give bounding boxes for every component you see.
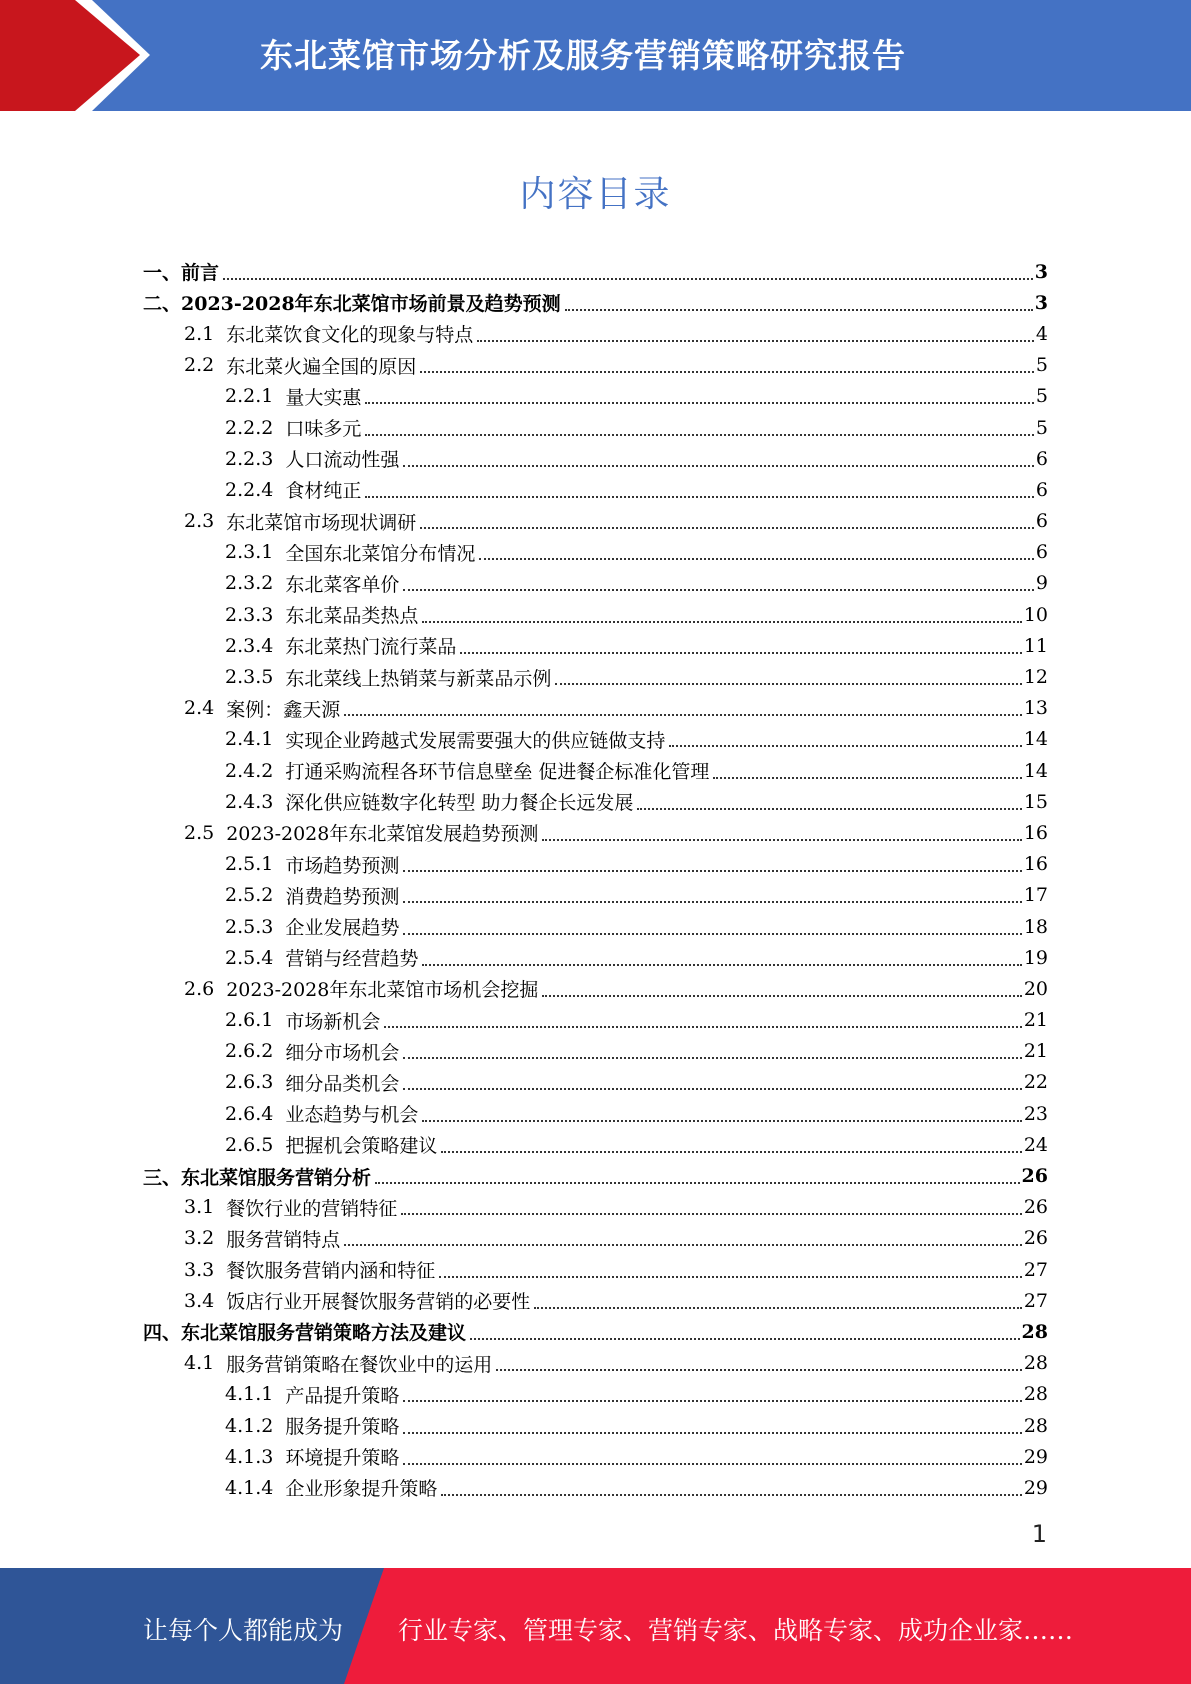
- toc-entry[interactable]: [143, 1129, 1048, 1160]
- toc-entry-page: 22: [1023, 1071, 1048, 1094]
- toc-entry-page: 26: [1021, 1165, 1048, 1188]
- toc-dot-leader: [441, 1151, 1021, 1153]
- toc-entry-title: 深化供应链数字化转型 助力餐企长远发展: [285, 792, 634, 815]
- toc-dot-leader: [439, 1276, 1022, 1278]
- toc-entry[interactable]: [143, 1379, 1048, 1410]
- toc-entry-title: 服务营销特点: [226, 1228, 341, 1251]
- toc-entry-page: 12: [1023, 666, 1048, 689]
- toc-entry[interactable]: [143, 318, 1048, 349]
- toc-entry-title: 2023-2028年东北菜馆发展趋势预测: [226, 823, 539, 846]
- toc-entry[interactable]: [143, 506, 1048, 537]
- toc-entry-page: 3: [1034, 260, 1048, 283]
- toc-entry-page: 21: [1023, 1040, 1048, 1063]
- toc-entry-number: 二、: [143, 293, 182, 316]
- toc-entry-title: 口味多元: [285, 418, 362, 441]
- toc-entry-number: 2.3.4: [225, 634, 274, 657]
- toc-entry-page: 28: [1021, 1320, 1048, 1343]
- toc-entry[interactable]: [143, 599, 1048, 630]
- toc-entry-page: 27: [1023, 1258, 1048, 1281]
- toc-dot-leader: [479, 558, 1034, 560]
- toc-entry-number: 2.6.5: [225, 1133, 274, 1156]
- toc-entry-number: 2.4.3: [225, 790, 274, 813]
- toc-entry-number: 一、: [143, 262, 182, 285]
- toc-entry[interactable]: [143, 1316, 1048, 1347]
- toc-entry-number: 2.3.3: [225, 603, 274, 626]
- toc-entry-title: 服务提升策略: [285, 1416, 400, 1439]
- toc-entry-page: 5: [1035, 416, 1048, 439]
- toc-dot-leader: [403, 589, 1034, 591]
- toc-entry-title: 产品提升策略: [285, 1384, 400, 1407]
- toc-entry-title: 东北菜线上热销菜与新菜品示例: [285, 667, 552, 690]
- toc-entry-title: 餐饮行业的营销特征: [226, 1197, 398, 1220]
- toc-dot-leader: [496, 1369, 1022, 1371]
- footer-slogan-left: 让每个人都能成为: [143, 1616, 344, 1645]
- toc-dot-leader: [460, 652, 1021, 654]
- toc-entry-number: 2.3.1: [225, 541, 274, 564]
- toc-entry-title: 东北菜热门流行菜品: [285, 636, 457, 659]
- toc-entry-number: 4.1.3: [225, 1445, 274, 1468]
- toc-entry-title: 打通采购流程各环节信息壁垒 促进餐企标准化管理: [285, 761, 710, 784]
- toc-entry-title: 环境提升策略: [285, 1447, 400, 1470]
- toc-entry-number: 2.2.4: [225, 478, 274, 501]
- toc-entry[interactable]: [143, 911, 1048, 942]
- footer-banner: [0, 1568, 1191, 1684]
- toc-entry-page: 4: [1035, 322, 1048, 345]
- toc-entry-title: 服务营销策略在餐饮业中的运用: [226, 1353, 493, 1376]
- toc-entry-page: 28: [1023, 1383, 1048, 1406]
- toc-entry[interactable]: [143, 287, 1048, 318]
- toc-entry-number: 2.5.2: [225, 884, 274, 907]
- toc-entry[interactable]: [143, 1036, 1048, 1067]
- toc-entry-page: 27: [1023, 1289, 1048, 1312]
- toc-entry-page: 26: [1023, 1227, 1048, 1250]
- toc-entry[interactable]: [143, 381, 1048, 412]
- toc-entry-number: 3.2: [184, 1227, 215, 1250]
- toc-dot-leader: [637, 808, 1021, 810]
- toc-entry-title: 东北菜馆服务营销策略方法及建议: [181, 1322, 467, 1345]
- toc-entry-title: 量大实惠: [285, 386, 362, 409]
- toc-entry-number: 2.3.5: [225, 666, 274, 689]
- toc-entry[interactable]: [143, 817, 1048, 848]
- toc-entry-number: 2.6.4: [225, 1102, 274, 1125]
- toc-dot-leader: [365, 434, 1034, 436]
- toc-dot-leader: [422, 621, 1021, 623]
- toc-entry-number: 2.4.2: [225, 759, 274, 782]
- toc-entry-page: 19: [1023, 946, 1048, 969]
- toc-entry[interactable]: [143, 1005, 1048, 1036]
- toc-dot-leader: [403, 465, 1034, 467]
- toc-entry-title: 业态趋势与机会: [285, 1104, 419, 1127]
- toc-entry-number: 2.2.3: [225, 447, 274, 470]
- toc-entry-title: 东北菜品类热点: [285, 605, 419, 628]
- toc-entry[interactable]: [143, 693, 1048, 724]
- toc-entry-title: 企业形象提升策略: [285, 1478, 438, 1501]
- toc-entry-number: 2.4.1: [225, 728, 274, 751]
- toc-entry-title: 市场新机会: [285, 1010, 381, 1033]
- toc-entry[interactable]: [143, 973, 1048, 1004]
- toc-entry[interactable]: [143, 1160, 1048, 1191]
- toc-entry-title: 前言: [181, 262, 220, 285]
- toc-entry[interactable]: [143, 474, 1048, 505]
- toc-entry-page: 10: [1023, 603, 1048, 626]
- toc-entry-number: 2.5.1: [225, 853, 274, 876]
- toc-dot-leader: [365, 402, 1034, 404]
- toc-entry[interactable]: [143, 880, 1048, 911]
- toc-entry-page: 5: [1035, 354, 1048, 377]
- toc-dot-leader: [441, 1494, 1021, 1496]
- toc-entry-number: 2.2.2: [225, 416, 274, 439]
- toc-entry-number: 四、: [143, 1322, 182, 1345]
- toc-entry-page: 24: [1023, 1133, 1048, 1156]
- toc-entry[interactable]: [143, 412, 1048, 443]
- toc-entry-page: 13: [1023, 697, 1048, 720]
- toc-entry-page: 21: [1023, 1009, 1048, 1032]
- toc-entry-page: 18: [1023, 915, 1048, 938]
- toc-entry[interactable]: [143, 1192, 1048, 1223]
- toc-dot-leader: [542, 839, 1021, 841]
- toc-dot-leader: [555, 683, 1021, 685]
- report-title: 东北菜馆市场分析及服务营销策略研究报告: [260, 36, 906, 75]
- toc-entry-page: 11: [1023, 634, 1048, 657]
- toc-entry-number: 4.1.2: [225, 1414, 274, 1437]
- toc-entry-page: 5: [1035, 385, 1048, 408]
- toc-entry[interactable]: [143, 661, 1048, 692]
- header-banner: [0, 0, 1191, 111]
- toc-entry-number: 三、: [143, 1166, 182, 1189]
- toc-entry[interactable]: [143, 755, 1048, 786]
- page-number: 1: [1031, 1520, 1047, 1548]
- footer-slogan-right: 行业专家、管理专家、营销专家、战略专家、成功企业家……: [398, 1616, 1074, 1645]
- toc-entry-number: 2.6.1: [225, 1009, 274, 1032]
- toc-entry-title: 人口流动性强: [285, 449, 400, 472]
- toc-entry-number: 3.4: [184, 1289, 215, 1312]
- toc-dot-leader: [344, 714, 1022, 716]
- toc-entry[interactable]: [143, 786, 1048, 817]
- toc-entry-title: 营销与经营趋势: [285, 948, 419, 971]
- toc-dot-leader: [669, 745, 1021, 747]
- toc-entry-number: 2.3: [184, 510, 215, 533]
- toc-entry[interactable]: [143, 849, 1048, 880]
- toc-entry-number: 2.5.4: [225, 946, 274, 969]
- toc-entry-page: 15: [1023, 790, 1048, 813]
- toc-entry-title: 2023-2028年东北菜馆市场前景及趋势预测: [181, 293, 561, 316]
- table-of-contents: [143, 256, 1048, 1504]
- toc-dot-leader: [344, 1244, 1022, 1246]
- toc-dot-leader: [542, 995, 1021, 997]
- toc-entry-title: 东北菜馆市场现状调研: [226, 511, 417, 534]
- toc-entry[interactable]: [143, 350, 1048, 381]
- toc-entry-title: 食材纯正: [285, 480, 362, 503]
- toc-entry-page: 14: [1023, 728, 1048, 751]
- toc-entry-number: 2.6.2: [225, 1040, 274, 1063]
- toc-dot-leader: [422, 1120, 1021, 1122]
- toc-entry[interactable]: [143, 1472, 1048, 1503]
- toc-entry-page: 23: [1023, 1102, 1048, 1125]
- toc-dot-leader: [223, 278, 1033, 280]
- toc-entry-title: 餐饮服务营销内涵和特征: [226, 1260, 436, 1283]
- toc-entry-number: 2.5: [184, 821, 215, 844]
- toc-dot-leader: [403, 870, 1021, 872]
- toc-dot-leader: [420, 371, 1034, 373]
- toc-entry-title: 实现企业跨越式发展需要强大的供应链做支持: [285, 729, 666, 752]
- toc-entry-page: 29: [1023, 1476, 1048, 1499]
- toc-entry[interactable]: [143, 1098, 1048, 1129]
- toc-dot-leader: [713, 777, 1021, 779]
- toc-entry-title: 市场趋势预测: [285, 854, 400, 877]
- toc-entry-page: 6: [1035, 478, 1048, 501]
- toc-dot-leader: [422, 964, 1021, 966]
- toc-entry-title: 东北菜火遍全国的原因: [226, 355, 417, 378]
- toc-entry-page: 16: [1023, 853, 1048, 876]
- toc-dot-leader: [403, 1400, 1021, 1402]
- toc-dot-leader: [534, 1307, 1022, 1309]
- toc-entry-number: 2.4: [184, 697, 215, 720]
- toc-entry[interactable]: [143, 630, 1048, 661]
- toc-dot-leader: [401, 1213, 1022, 1215]
- toc-dot-leader: [470, 1338, 1020, 1340]
- toc-entry-page: 3: [1034, 291, 1048, 314]
- toc-entry-page: 20: [1023, 977, 1048, 1000]
- toc-entry-title: 细分市场机会: [285, 1041, 400, 1064]
- toc-entry-number: 4.1.4: [225, 1476, 274, 1499]
- toc-dot-leader: [565, 309, 1033, 311]
- toc-dot-leader: [403, 1432, 1021, 1434]
- toc-entry[interactable]: [143, 1223, 1048, 1254]
- toc-entry[interactable]: [143, 568, 1048, 599]
- toc-entry-number: 3.3: [184, 1258, 215, 1281]
- toc-entry-title: 东北菜馆服务营销分析: [181, 1166, 372, 1189]
- toc-heading: 内容目录: [519, 174, 672, 215]
- toc-entry-number: 2.2: [184, 354, 215, 377]
- toc-dot-leader: [403, 1463, 1021, 1465]
- toc-entry-page: 16: [1023, 821, 1048, 844]
- toc-entry[interactable]: [143, 1348, 1048, 1379]
- toc-entry-number: 2.1: [184, 322, 215, 345]
- toc-entry-title: 东北菜饮食文化的现象与特点: [226, 324, 474, 347]
- toc-dot-leader: [420, 527, 1034, 529]
- toc-entry-number: 2.5.3: [225, 915, 274, 938]
- toc-entry-number: 2.6: [184, 977, 215, 1000]
- toc-entry-title: 东北菜客单价: [285, 573, 400, 596]
- toc-dot-leader: [403, 901, 1021, 903]
- toc-entry-title: 饭店行业开展餐饮服务营销的必要性: [226, 1291, 531, 1314]
- toc-entry-page: 6: [1035, 447, 1048, 470]
- toc-entry[interactable]: [143, 537, 1048, 568]
- toc-entry-page: 28: [1023, 1414, 1048, 1437]
- toc-entry-title: 细分品类机会: [285, 1072, 400, 1095]
- toc-entry-number: 3.1: [184, 1196, 215, 1219]
- toc-entry[interactable]: [143, 1285, 1048, 1316]
- toc-entry[interactable]: [143, 1067, 1048, 1098]
- toc-entry[interactable]: [143, 256, 1048, 287]
- toc-entry-title: 消费趋势预测: [285, 885, 400, 908]
- toc-entry-number: 2.6.3: [225, 1071, 274, 1094]
- toc-entry-number: 4.1.1: [225, 1383, 274, 1406]
- toc-dot-leader: [403, 1088, 1021, 1090]
- toc-entry-title: 案例：鑫天源: [226, 698, 341, 721]
- toc-dot-leader: [384, 1026, 1021, 1028]
- toc-entry[interactable]: [143, 942, 1048, 973]
- toc-entry-page: 9: [1035, 572, 1048, 595]
- toc-entry-title: 把握机会策略建议: [285, 1135, 438, 1158]
- toc-dot-leader: [403, 933, 1021, 935]
- toc-dot-leader: [365, 496, 1034, 498]
- toc-entry-page: 29: [1023, 1445, 1048, 1468]
- toc-dot-leader: [375, 1182, 1020, 1184]
- toc-entry-page: 17: [1023, 884, 1048, 907]
- toc-dot-leader: [403, 1057, 1021, 1059]
- toc-entry-title: 企业发展趋势: [285, 917, 400, 940]
- toc-dot-leader: [477, 340, 1034, 342]
- toc-entry[interactable]: [143, 724, 1048, 755]
- toc-entry-title: 全国东北菜馆分布情况: [285, 542, 476, 565]
- toc-entry-number: 4.1: [184, 1352, 215, 1375]
- toc-entry-page: 6: [1035, 510, 1048, 533]
- toc-entry-title: 2023-2028年东北菜馆市场机会挖掘: [226, 979, 539, 1002]
- toc-entry-page: 28: [1023, 1352, 1048, 1375]
- toc-entry[interactable]: [143, 443, 1048, 474]
- toc-entry-page: 6: [1035, 541, 1048, 564]
- header-red-chevron: [0, 0, 140, 111]
- toc-entry-page: 26: [1023, 1196, 1048, 1219]
- toc-entry[interactable]: [143, 1410, 1048, 1441]
- toc-entry-number: 2.3.2: [225, 572, 274, 595]
- toc-entry[interactable]: [143, 1441, 1048, 1472]
- toc-entry[interactable]: [143, 1254, 1048, 1285]
- toc-entry-page: 14: [1023, 759, 1048, 782]
- toc-entry-number: 2.2.1: [225, 385, 274, 408]
